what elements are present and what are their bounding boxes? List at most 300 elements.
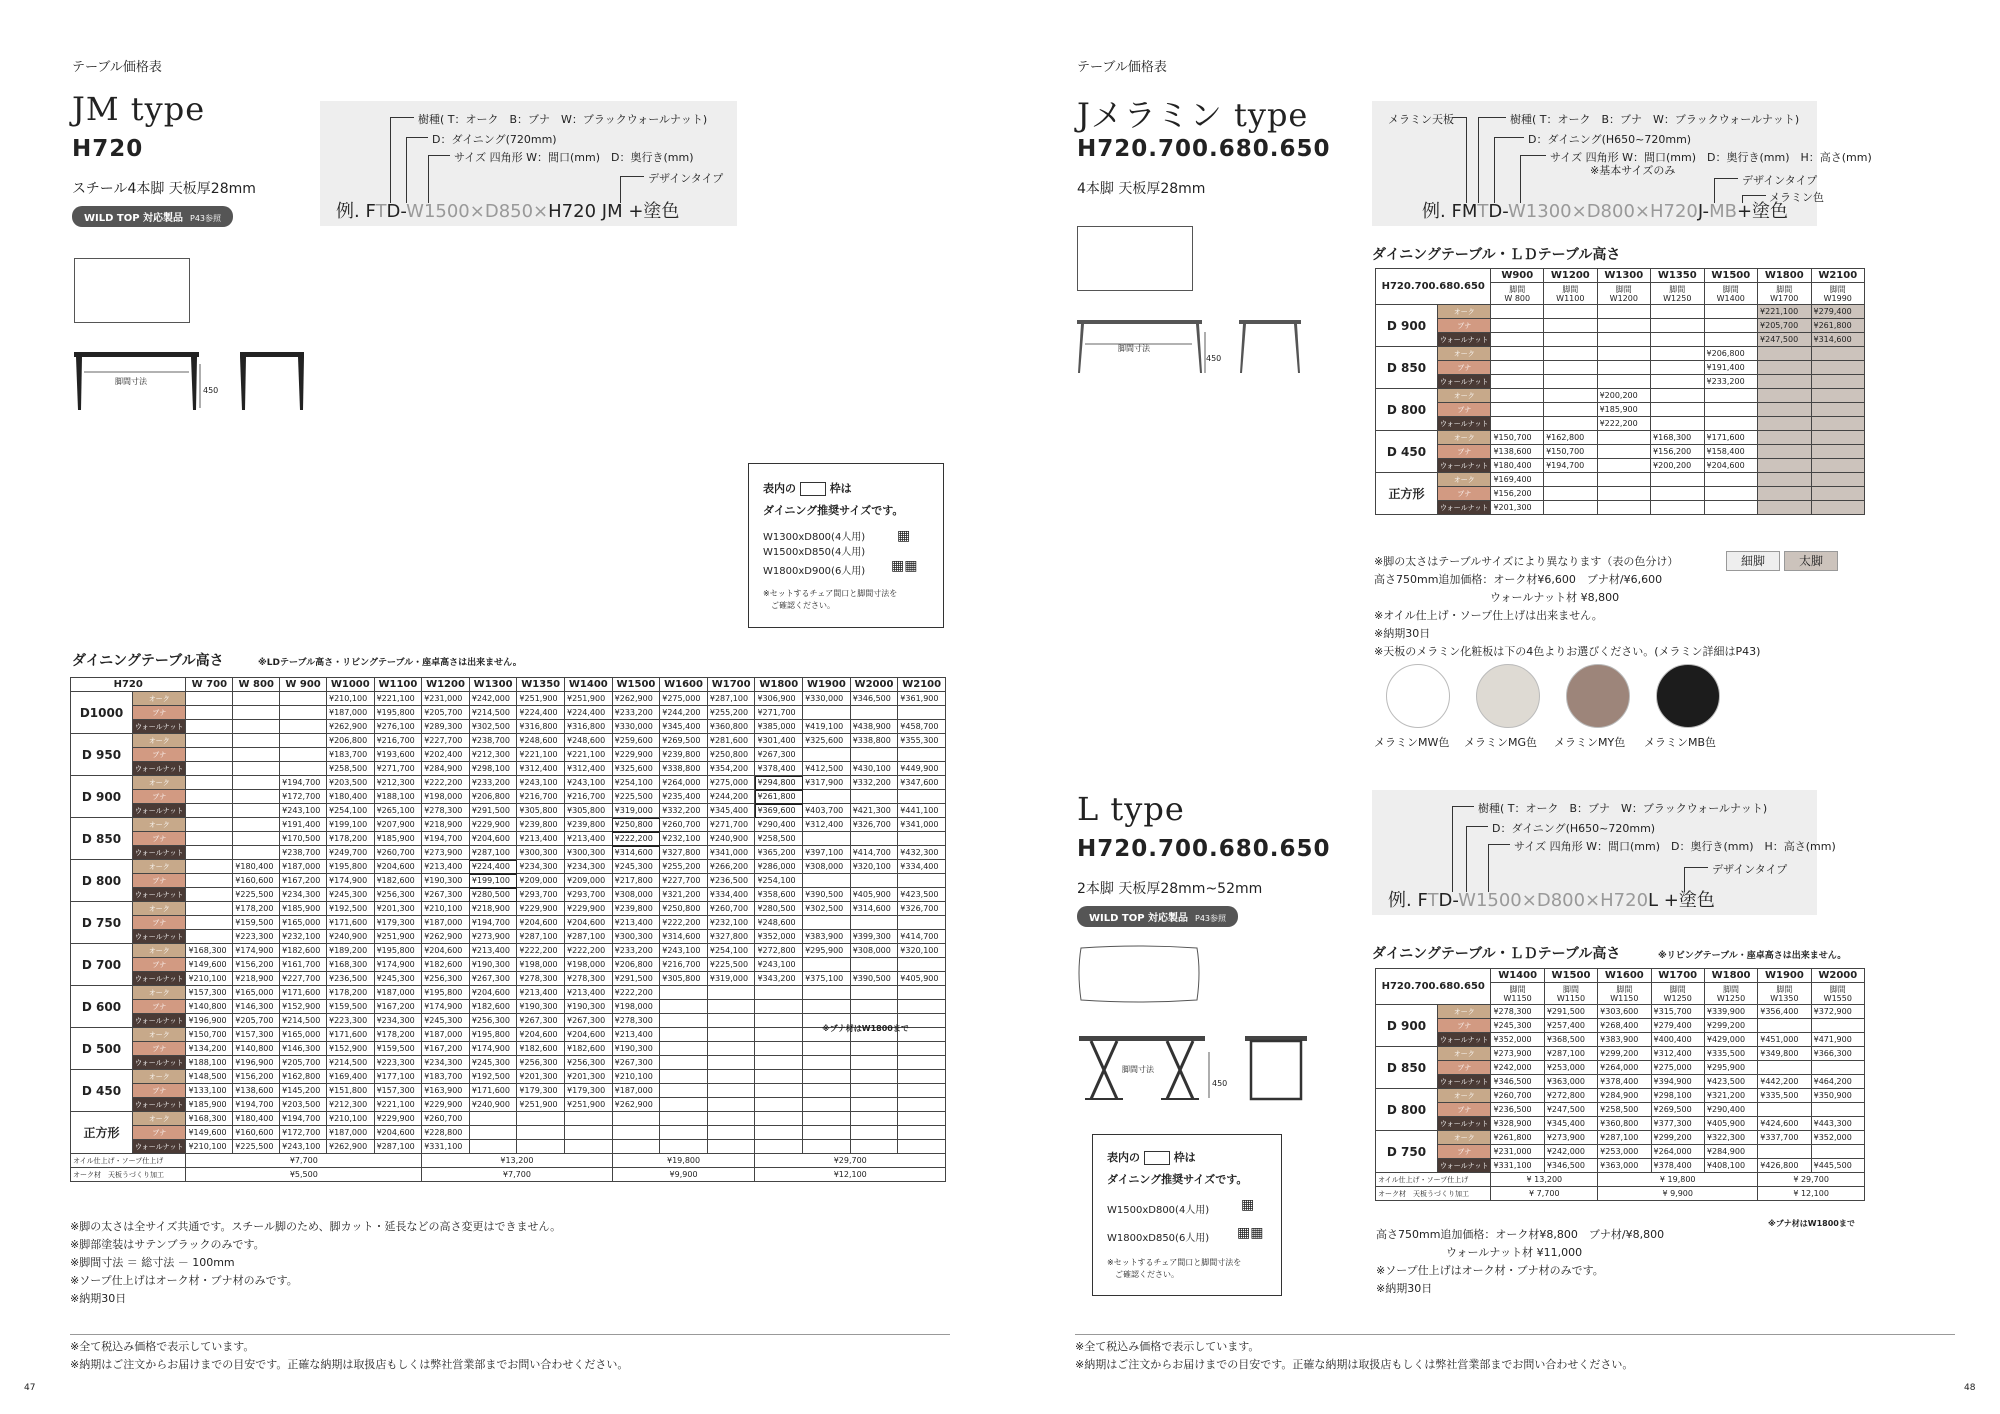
- price-cell: ¥240,900: [707, 832, 755, 846]
- price-cell: ¥378,400: [755, 762, 803, 776]
- price-cell: ¥213,400: [469, 944, 517, 958]
- price-cell: ¥178,200: [326, 832, 374, 846]
- price-cell: ¥140,800: [186, 1000, 233, 1014]
- leg-gap-label: 脚間寸法: [115, 377, 147, 386]
- price-cell: ¥213,400: [517, 832, 565, 846]
- depth-label: D 500: [71, 1028, 133, 1070]
- price-cell: [803, 1070, 851, 1084]
- price-cell: ¥232,100: [707, 916, 755, 930]
- price-cell: ¥205,700: [280, 1056, 327, 1070]
- price-cell: ¥331,100: [1491, 1159, 1544, 1173]
- price-cell: ¥322,300: [1704, 1131, 1757, 1145]
- price-cell: ¥287,100: [565, 930, 613, 944]
- price-cell: [1704, 417, 1757, 431]
- price-cell: ¥145,200: [280, 1084, 327, 1098]
- price-cell: ¥185,900: [374, 832, 422, 846]
- price-cell: ¥245,300: [374, 972, 422, 986]
- price-cell: [707, 1098, 755, 1112]
- price-cell: [1491, 389, 1544, 403]
- price-cell: [469, 1112, 517, 1126]
- leg-gap-label: 脚間: [1722, 284, 1739, 294]
- price-cell: [1597, 347, 1650, 361]
- price-cell: [233, 720, 280, 734]
- table-row: [71, 986, 946, 1000]
- price-cell: ¥244,200: [660, 706, 708, 720]
- price-cell: [755, 1014, 803, 1028]
- price-cell: [1811, 1103, 1864, 1117]
- price-cell: [1758, 347, 1811, 361]
- price-cell: ¥458,700: [898, 720, 946, 734]
- price-cell: ¥272,800: [755, 944, 803, 958]
- price-cell: ¥233,200: [1704, 375, 1757, 389]
- price-cell: ¥190,300: [612, 1042, 660, 1056]
- price-cell: ¥251,900: [517, 692, 565, 706]
- price-cell: ¥253,000: [1598, 1145, 1651, 1159]
- price-cell: [850, 874, 898, 888]
- column-header: W1900: [803, 678, 851, 692]
- table-row: [1376, 403, 1865, 417]
- price-cell: ¥150,700: [1544, 445, 1597, 459]
- price-cell: ¥290,400: [1704, 1103, 1757, 1117]
- material-label: ブナ: [133, 832, 186, 846]
- price-cell: ¥179,300: [565, 1084, 613, 1098]
- price-cell: ¥222,200: [660, 916, 708, 930]
- leg-gap-value: W1150: [1556, 993, 1586, 1003]
- price-cell: ¥201,300: [517, 1070, 565, 1084]
- leg-gap-label: 脚間: [1615, 284, 1632, 294]
- price-cell: [1597, 431, 1650, 445]
- price-cell: ¥187,000: [280, 860, 327, 874]
- leg-gap-cell: [1811, 283, 1865, 305]
- price-cell: ¥383,900: [1598, 1033, 1651, 1047]
- material-label: ウォールナット: [133, 1140, 186, 1154]
- price-cell: ¥192,500: [326, 902, 374, 916]
- table-row: [71, 790, 946, 804]
- footer-notes: ※全て税込み価格で表示しています。 ※納期はご注文からお届けまでの目安です。正確な納期は取扱店もしくは弊社営業部までお問い合わせください。: [1075, 1340, 1634, 1371]
- price-cell: ¥190,300: [517, 1000, 565, 1014]
- price-cell: [850, 958, 898, 972]
- price-cell: [1491, 375, 1544, 389]
- price-cell: ¥294,800: [755, 776, 803, 790]
- table-row: [71, 958, 946, 972]
- price-cell: ¥212,300: [469, 748, 517, 762]
- rec-item: W1500xD800(4人用): [1107, 1205, 1210, 1216]
- price-cell: ¥134,200: [186, 1042, 233, 1056]
- price-cell: ¥194,700: [233, 1098, 280, 1112]
- price-cell: ¥169,400: [326, 1070, 374, 1084]
- price-cell: [1491, 361, 1544, 375]
- price-cell: ¥317,900: [803, 776, 851, 790]
- leg-gap-value: W1150: [1503, 993, 1532, 1003]
- price-cell: ¥287,100: [517, 930, 565, 944]
- price-cell: ¥278,300: [565, 972, 613, 986]
- l-title: L type: [1077, 790, 1185, 828]
- column-header: W1600: [1598, 969, 1651, 983]
- price-cell: ¥385,000: [755, 720, 803, 734]
- material-label: ウォールナット: [1438, 1075, 1491, 1089]
- price-cell: ¥451,000: [1758, 1033, 1811, 1047]
- price-cell: [1544, 319, 1597, 333]
- price-cell: [755, 1056, 803, 1070]
- price-cell: [1491, 403, 1544, 417]
- price-cell: [186, 818, 233, 832]
- code-melamine: メラミン天板: [1388, 113, 1454, 126]
- material-label: ウォールナット: [133, 846, 186, 860]
- price-cell: ¥321,200: [660, 888, 708, 902]
- price-cell: ¥372,900: [1811, 1005, 1864, 1019]
- column-header: W1500: [1544, 969, 1597, 983]
- price-cell: ¥275,000: [707, 776, 755, 790]
- option-price: ¥ 29,700: [1758, 1173, 1865, 1187]
- price-cell: ¥182,600: [469, 1000, 517, 1014]
- price-cell: ¥378,400: [1598, 1075, 1651, 1089]
- material-label: オーク: [1438, 1089, 1491, 1103]
- column-header: W1700: [707, 678, 755, 692]
- column-header: W1600: [660, 678, 708, 692]
- price-cell: ¥185,900: [280, 902, 327, 916]
- price-cell: ¥423,500: [1704, 1075, 1757, 1089]
- table-row: [71, 1014, 946, 1028]
- table-row: [71, 818, 946, 832]
- option-price: ¥12,100: [755, 1168, 946, 1182]
- price-cell: ¥174,900: [422, 1000, 470, 1014]
- price-cell: ¥187,000: [326, 1126, 374, 1140]
- price-cell: [1544, 473, 1597, 487]
- price-cell: ¥332,200: [660, 804, 708, 818]
- price-cell: [469, 1140, 517, 1154]
- price-cell: [1651, 347, 1704, 361]
- price-cell: [850, 832, 898, 846]
- price-cell: [660, 1070, 708, 1084]
- table-row: [71, 846, 946, 860]
- price-cell: [660, 1000, 708, 1014]
- price-cell: ¥471,900: [1811, 1033, 1864, 1047]
- price-cell: [1597, 501, 1650, 515]
- price-cell: [517, 1126, 565, 1140]
- option-label: オーク材 天板うづくり加工: [1376, 1187, 1491, 1201]
- price-cell: [755, 1140, 803, 1154]
- price-cell: ¥221,100: [1758, 305, 1811, 319]
- leg-gap-cell: [1491, 983, 1544, 1005]
- table-row: [71, 916, 946, 930]
- price-cell: ¥295,900: [1704, 1061, 1757, 1075]
- price-cell: ¥360,800: [707, 720, 755, 734]
- melamine-swatch: [1566, 664, 1630, 728]
- price-cell: [1491, 319, 1544, 333]
- price-cell: ¥346,500: [1491, 1075, 1544, 1089]
- price-cell: ¥210,100: [612, 1070, 660, 1084]
- footer-notes: ※全て税込み価格で表示しています。 ※納期はご注文からお届けまでの目安です。正確な納期は取扱店もしくは弊社営業部までお問い合わせください。: [70, 1340, 629, 1371]
- price-cell: ¥390,500: [850, 972, 898, 986]
- leg-height-label: 450: [203, 386, 219, 395]
- price-cell: ¥397,100: [803, 846, 851, 860]
- price-cell: ¥234,300: [374, 1014, 422, 1028]
- price-cell: [233, 818, 280, 832]
- price-cell: ¥399,300: [850, 930, 898, 944]
- footer-divider: [1075, 1334, 1955, 1335]
- depth-label: D 950: [71, 734, 133, 776]
- price-cell: ¥163,900: [422, 1084, 470, 1098]
- price-cell: ¥203,500: [280, 1098, 327, 1112]
- material-label: オーク: [1438, 305, 1491, 319]
- price-cell: ¥308,000: [612, 888, 660, 902]
- price-cell: ¥316,800: [565, 720, 613, 734]
- jm-price-table: [70, 677, 946, 1182]
- price-cell: ¥231,000: [422, 692, 470, 706]
- price-cell: ¥245,300: [1491, 1019, 1544, 1033]
- price-cell: [898, 1000, 946, 1014]
- price-cell: ¥464,200: [1811, 1075, 1864, 1089]
- price-cell: ¥400,400: [1651, 1033, 1704, 1047]
- price-cell: ¥193,600: [374, 748, 422, 762]
- price-cell: ¥204,600: [565, 916, 613, 930]
- leg-gap-value: W1250: [1716, 993, 1746, 1003]
- option-price: ¥7,700: [186, 1154, 422, 1168]
- price-cell: ¥262,900: [612, 1098, 660, 1112]
- price-cell: ¥239,800: [660, 748, 708, 762]
- option-price: ¥ 12,100: [1758, 1187, 1865, 1201]
- option-price: ¥29,700: [755, 1154, 946, 1168]
- column-header: W2100: [898, 678, 946, 692]
- material-label: ブナ: [1438, 445, 1491, 459]
- price-cell: [850, 706, 898, 720]
- price-cell: ¥152,900: [280, 1000, 327, 1014]
- price-cell: [755, 1070, 803, 1084]
- price-cell: ¥287,100: [469, 846, 517, 860]
- table-row: [1376, 1019, 1865, 1033]
- footer-divider: [70, 1334, 950, 1335]
- price-cell: ¥187,000: [374, 986, 422, 1000]
- price-cell: [850, 1126, 898, 1140]
- price-cell: ¥189,200: [326, 944, 374, 958]
- price-cell: ¥355,300: [898, 734, 946, 748]
- price-cell: [850, 1056, 898, 1070]
- price-cell: ¥204,600: [469, 986, 517, 1000]
- price-cell: [1597, 333, 1650, 347]
- column-header: W1200: [1544, 269, 1597, 283]
- price-cell: [898, 1084, 946, 1098]
- price-cell: [707, 1070, 755, 1084]
- price-cell: ¥216,700: [517, 790, 565, 804]
- price-cell: ¥305,800: [517, 804, 565, 818]
- price-cell: [233, 846, 280, 860]
- price-cell: ¥234,300: [422, 1056, 470, 1070]
- price-cell: [755, 1000, 803, 1014]
- price-cell: [803, 748, 851, 762]
- material-label: オーク: [133, 1112, 186, 1126]
- price-cell: [850, 1000, 898, 1014]
- price-cell: ¥223,300: [374, 1056, 422, 1070]
- depth-label: D 750: [1376, 1131, 1438, 1173]
- price-cell: ¥174,900: [374, 958, 422, 972]
- price-cell: ¥347,600: [898, 776, 946, 790]
- table-row: [71, 1126, 946, 1140]
- price-cell: ¥267,300: [469, 972, 517, 986]
- leg-gap-label: 脚間: [1723, 984, 1740, 994]
- price-cell: ¥330,000: [612, 720, 660, 734]
- price-cell: ¥293,700: [517, 888, 565, 902]
- price-cell: [850, 986, 898, 1000]
- leg-gap-cell: [1544, 983, 1597, 1005]
- chair-icon: ▦▦: [1237, 1225, 1264, 1241]
- jm-notes: ※脚の太さは全サイズ共通です。スチール脚のため、脚カット・延長などの高さ変更はできません。 ※脚部塗装はサテンブラックのみです。 ※脚間寸法 ＝ 総寸法 － 100mm ※ソープ仕上げはオーク材・ブナ材のみです。 ※納期30日: [70, 1220, 562, 1305]
- price-cell: ¥300,300: [565, 846, 613, 860]
- price-cell: ¥276,100: [374, 720, 422, 734]
- price-cell: [1811, 389, 1865, 403]
- price-cell: [1651, 417, 1704, 431]
- price-cell: ¥212,300: [374, 776, 422, 790]
- price-cell: [898, 790, 946, 804]
- price-cell: ¥255,200: [660, 860, 708, 874]
- column-header: W1700: [1651, 969, 1704, 983]
- price-cell: ¥247,500: [1544, 1103, 1597, 1117]
- material-label: ブナ: [133, 916, 186, 930]
- material-label: ブナ: [1438, 319, 1491, 333]
- price-cell: ¥334,400: [707, 888, 755, 902]
- depth-label: D 600: [71, 986, 133, 1028]
- price-cell: [186, 860, 233, 874]
- price-cell: [898, 1042, 946, 1056]
- material-label: ウォールナット: [133, 930, 186, 944]
- price-cell: [898, 958, 946, 972]
- price-cell: ¥308,000: [850, 944, 898, 958]
- price-cell: ¥248,600: [565, 734, 613, 748]
- price-cell: [1704, 501, 1757, 515]
- price-cell: ¥239,800: [565, 818, 613, 832]
- table-top-diagram: [1077, 944, 1207, 1006]
- price-cell: ¥320,100: [850, 860, 898, 874]
- price-cell: ¥231,000: [1491, 1145, 1544, 1159]
- column-header: W2000: [1811, 969, 1864, 983]
- chair-icon: ▦: [897, 528, 911, 544]
- price-cell: [233, 804, 280, 818]
- price-cell: ¥180,400: [326, 790, 374, 804]
- material-label: ウォールナット: [1438, 459, 1491, 473]
- price-cell: [1544, 417, 1597, 431]
- price-cell: [186, 874, 233, 888]
- price-cell: ¥213,400: [422, 860, 470, 874]
- column-header: W1900: [1758, 969, 1811, 983]
- price-cell: ¥224,400: [565, 706, 613, 720]
- recommended-size-box: 表内の 枠は ダイニング推奨サイズです。 W1300xD800(4人用) W1500xD850(4人用) W1800xD900(6人用) ▦ ▦▦ ※セットするチェア間口と脚間寸法を ご確認ください。: [748, 463, 944, 628]
- jm-title: JM type: [72, 90, 206, 128]
- price-cell: [1811, 1019, 1864, 1033]
- price-cell: ¥168,300: [186, 944, 233, 958]
- table-row: [1376, 361, 1865, 375]
- table-row: [71, 762, 946, 776]
- price-cell: ¥227,700: [660, 874, 708, 888]
- leg-gap-label: 脚間: [1509, 984, 1526, 994]
- price-cell: ¥256,300: [469, 1014, 517, 1028]
- price-cell: ¥368,500: [1544, 1033, 1597, 1047]
- price-cell: ¥273,900: [469, 930, 517, 944]
- price-cell: [280, 706, 327, 720]
- jm-height: H720: [72, 136, 144, 162]
- price-cell: ¥265,100: [374, 804, 422, 818]
- price-cell: [1758, 459, 1811, 473]
- material-label: オーク: [1438, 1131, 1491, 1145]
- price-cell: [850, 1042, 898, 1056]
- price-cell: ¥326,700: [898, 902, 946, 916]
- price-cell: ¥157,300: [186, 986, 233, 1000]
- price-cell: ¥140,800: [233, 1042, 280, 1056]
- price-cell: ¥222,200: [612, 832, 660, 846]
- price-cell: ¥198,000: [422, 790, 470, 804]
- price-cell: [186, 888, 233, 902]
- price-cell: ¥354,200: [707, 762, 755, 776]
- price-cell: ¥201,300: [374, 902, 422, 916]
- j-title: Jメラミン type: [1077, 96, 1309, 134]
- price-cell: [803, 1042, 851, 1056]
- price-cell: ¥293,700: [565, 888, 613, 902]
- price-cell: ¥204,600: [517, 1028, 565, 1042]
- price-cell: [280, 720, 327, 734]
- price-cell: ¥196,900: [186, 1014, 233, 1028]
- leg-gap-value: W1990: [1823, 293, 1852, 303]
- price-cell: ¥251,900: [565, 1098, 613, 1112]
- price-cell: [1811, 1061, 1864, 1075]
- material-label: オーク: [133, 776, 186, 790]
- price-cell: [186, 916, 233, 930]
- price-cell: ¥192,500: [469, 1070, 517, 1084]
- price-cell: ¥221,100: [565, 748, 613, 762]
- price-cell: ¥218,900: [233, 972, 280, 986]
- price-cell: ¥213,400: [517, 986, 565, 1000]
- price-cell: ¥339,900: [1704, 1005, 1757, 1019]
- leg-diagram: [1075, 318, 1305, 380]
- price-cell: ¥152,900: [326, 1042, 374, 1056]
- price-cell: ¥314,600: [1811, 333, 1865, 347]
- price-cell: [1544, 501, 1597, 515]
- material-label: オーク: [1438, 1005, 1491, 1019]
- price-cell: ¥190,300: [469, 958, 517, 972]
- melamine-swatch: [1656, 664, 1720, 728]
- price-cell: ¥352,000: [755, 930, 803, 944]
- price-cell: ¥312,400: [565, 762, 613, 776]
- column-header: W2100: [1811, 269, 1865, 283]
- chair-icon: ▦▦: [891, 558, 918, 574]
- price-cell: ¥224,400: [517, 706, 565, 720]
- material-label: ウォールナット: [1438, 1033, 1491, 1047]
- price-cell: ¥337,700: [1758, 1131, 1811, 1145]
- price-cell: ¥345,400: [660, 720, 708, 734]
- price-cell: ¥182,600: [280, 944, 327, 958]
- table-row: [1376, 1089, 1865, 1103]
- price-cell: ¥171,600: [469, 1084, 517, 1098]
- price-cell: ¥300,300: [517, 846, 565, 860]
- price-cell: [517, 1140, 565, 1154]
- code-color: メラミン色: [1769, 191, 1824, 204]
- leg-gap-value: W1400: [1716, 293, 1745, 303]
- price-cell: [565, 1126, 613, 1140]
- price-cell: [660, 1140, 708, 1154]
- price-cell: ¥438,900: [850, 720, 898, 734]
- price-cell: ¥249,700: [326, 846, 374, 860]
- price-cell: ¥243,100: [565, 776, 613, 790]
- leg-gap-cell: [1651, 283, 1704, 305]
- price-cell: ¥242,000: [1491, 1061, 1544, 1075]
- table-row: [1376, 1047, 1865, 1061]
- product-code-box: [1372, 101, 1872, 226]
- price-cell: ¥165,000: [280, 1028, 327, 1042]
- price-cell: ¥214,500: [326, 1056, 374, 1070]
- option-price: ¥ 19,800: [1598, 1173, 1758, 1187]
- melamine-swatch: [1386, 664, 1450, 728]
- price-cell: ¥243,100: [280, 1140, 327, 1154]
- depth-label: D 450: [71, 1070, 133, 1112]
- price-cell: ¥162,800: [1544, 431, 1597, 445]
- price-cell: ¥248,600: [517, 734, 565, 748]
